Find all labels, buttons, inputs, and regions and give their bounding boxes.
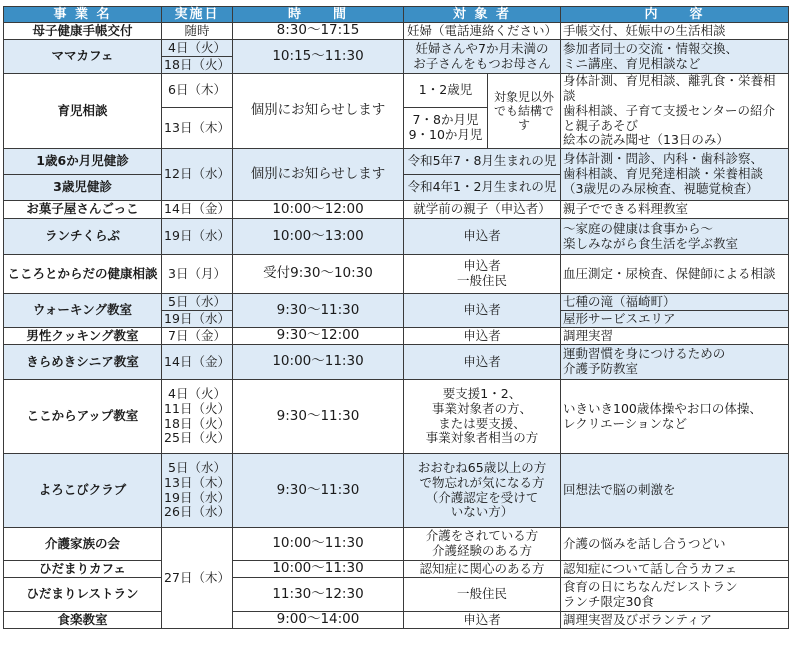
content-line: 〜家庭の健康は食事から〜 — [563, 220, 714, 236]
table-row — [4, 23, 789, 40]
row-target — [404, 454, 561, 528]
table-row — [4, 294, 789, 311]
row-time: 10:00〜11:30 — [233, 345, 404, 380]
header-target: 対 象 者 — [404, 7, 561, 23]
row-date: 14日（金） — [162, 201, 233, 219]
row-date — [162, 454, 233, 528]
row-content: 屋形サービスエリア — [561, 311, 789, 328]
age-line: 9・10か月児 — [408, 127, 483, 143]
row-target — [404, 255, 561, 294]
table-row — [4, 40, 789, 57]
target-line: 要支援1・2、 — [442, 386, 522, 402]
row-time: 個別にお知らせします — [233, 74, 404, 149]
table-row — [4, 345, 789, 380]
row-time: 9:30〜12:00 — [233, 328, 404, 345]
row-content — [561, 578, 789, 612]
table-row — [4, 74, 789, 108]
row-date: 19日（水） — [162, 311, 233, 328]
row-content — [561, 40, 789, 74]
row-name: お菓子屋さんごっこ — [4, 201, 162, 219]
row-name: ここからアップ教室 — [4, 380, 162, 454]
row-target: 認知症に関心のある方 — [404, 561, 561, 578]
row-name: 食楽教室 — [4, 612, 162, 629]
target-line: おおむね65歳以上の方 — [417, 460, 547, 476]
content-line: 身体計測・問診、内科・歯科診察、 — [563, 151, 764, 167]
row-target: 令和5年7・8月生まれの児 — [404, 149, 561, 175]
content-line: ランチ限定30食 — [563, 593, 654, 609]
row-time: 受付9:30〜10:30 — [233, 255, 404, 294]
row-content: 七種の滝（福崎町） — [561, 294, 789, 311]
content-line: 運動習慣を身につけるための — [563, 346, 726, 362]
content-line: いきいき100歳体操やお口の体操、 — [563, 400, 762, 416]
row-content — [561, 74, 789, 149]
table-row — [4, 201, 789, 219]
row-content — [561, 219, 789, 255]
header-content: 内 容 — [561, 7, 789, 23]
row-time: 10:00〜13:00 — [233, 219, 404, 255]
row-time: 10:15〜11:30 — [233, 40, 404, 74]
row-time: 10:00〜11:30 — [233, 561, 404, 578]
row-date: 7日（金） — [162, 328, 233, 345]
note-line: 対象児以外 — [493, 89, 554, 104]
target-line: 介護をされている方 — [425, 528, 539, 544]
row-date: 3日（月） — [162, 255, 233, 294]
row-content: 認知症について話し合うカフェ — [561, 561, 789, 578]
content-line: 参加者同士の交流・情報交換、 — [563, 41, 739, 57]
content-line: レクリエーションなど — [563, 415, 688, 431]
row-target: 妊婦（電話連絡ください） — [404, 23, 561, 40]
header-time: 時 間 — [233, 7, 404, 23]
row-content: 回想法で脳の刺激を — [561, 454, 789, 528]
row-date: 5日（水） — [162, 294, 233, 311]
table-row — [4, 328, 789, 345]
target-line: 一般住民 — [456, 273, 507, 289]
row-target: 申込者 — [404, 345, 561, 380]
row-content — [561, 380, 789, 454]
row-date: 12日（水） — [162, 149, 233, 201]
table-row — [4, 454, 789, 528]
content-line: 介護予防教室 — [563, 361, 639, 377]
target-line: 事業対象者の方、 — [431, 400, 532, 416]
row-time: 8:30〜17:15 — [233, 23, 404, 40]
row-content: 調理実習及びボランティア — [561, 612, 789, 629]
content-line: 絵本の読み聞せ（13日のみ） — [563, 132, 729, 148]
row-name: ママカフェ — [4, 40, 162, 74]
row-time: 9:30〜11:30 — [233, 380, 404, 454]
row-content: 親子でできる料理教室 — [561, 201, 789, 219]
header-date: 実施日 — [162, 7, 233, 23]
content-line: （3歳児のみ尿検査、視聴覚検査） — [563, 180, 759, 196]
date-line: 25日（火） — [164, 430, 230, 446]
row-name: きらめきシニア教室 — [4, 345, 162, 380]
table-row — [4, 219, 789, 255]
content-line: 身体計測、育児相談、離乳食・栄養相談 — [563, 73, 776, 104]
row-target: 令和4年1・2月生まれの児 — [404, 175, 561, 201]
date-line: 18日（火） — [164, 415, 230, 431]
row-target: 申込者 — [404, 328, 561, 345]
date-line: 4日（火） — [168, 386, 226, 402]
row-target: 申込者 — [404, 612, 561, 629]
row-name: 育児相談 — [4, 74, 162, 149]
row-target — [404, 380, 561, 454]
row-date: 27日（木） — [162, 528, 233, 629]
row-date: 19日（水） — [162, 219, 233, 255]
row-target: 申込者 — [404, 219, 561, 255]
header-row — [4, 7, 789, 23]
table-row — [4, 528, 789, 561]
content-line: ミニ講座、育児相談など — [563, 55, 701, 71]
age-line: 7・8か月児 — [412, 112, 479, 128]
row-date — [162, 380, 233, 454]
target-line: 介護経験のある方 — [431, 543, 532, 559]
target-line: お子さんをもつお母さん — [413, 55, 551, 71]
row-name: ウォーキング教室 — [4, 294, 162, 328]
date-line: 13日（木） — [164, 474, 230, 490]
note-line: でも結構です — [493, 104, 554, 133]
row-content — [561, 345, 789, 380]
target-line: で物忘れが気になる方 — [419, 474, 545, 490]
row-time: 9:00〜14:00 — [233, 612, 404, 629]
row-content: 手帳交付、妊娠中の生活相談 — [561, 23, 789, 40]
row-target: 就学前の親子（申込者） — [404, 201, 561, 219]
row-name: 介護家族の会 — [4, 528, 162, 561]
row-name: ひだまりカフェ — [4, 561, 162, 578]
target-line: （介護認定を受けて — [425, 489, 539, 505]
date-line: 5日（水） — [168, 460, 226, 476]
row-time: 個別にお知らせします — [233, 149, 404, 201]
table-row — [4, 380, 789, 454]
row-name: ランチくらぶ — [4, 219, 162, 255]
row-content: 血圧測定・尿検査、保健師による相談 — [561, 255, 789, 294]
content-line: と親子あそび — [563, 117, 639, 133]
row-target: 一般住民 — [404, 578, 561, 612]
date-line: 26日（水） — [164, 504, 230, 520]
row-content: 介護の悩みを話し合うつどい — [561, 528, 789, 561]
row-date: 18日（火） — [162, 57, 233, 74]
row-content: 調理実習 — [561, 328, 789, 345]
table-row — [4, 578, 789, 612]
row-date: 6日（木） — [162, 74, 233, 108]
row-content — [561, 149, 789, 201]
row-note — [488, 74, 561, 149]
row-name: 3歳児健診 — [4, 175, 162, 201]
row-time: 9:30〜11:30 — [233, 294, 404, 328]
row-name: よろこびクラブ — [4, 454, 162, 528]
row-age — [404, 108, 488, 149]
row-time: 10:00〜12:00 — [233, 201, 404, 219]
row-target — [404, 528, 561, 561]
target-line: いない方） — [450, 504, 514, 520]
row-time: 10:00〜11:30 — [233, 528, 404, 561]
table-row — [4, 612, 789, 629]
row-age: 1・2歳児 — [404, 74, 488, 108]
table-row — [4, 561, 789, 578]
header-name: 事 業 名 — [4, 7, 162, 23]
row-time: 9:30〜11:30 — [233, 454, 404, 528]
row-name: 母子健康手帳交付 — [4, 23, 162, 40]
content-line: 食育の日にちなんだレストラン — [563, 578, 738, 594]
date-line: 11日（火） — [164, 400, 230, 416]
table-row — [4, 255, 789, 294]
row-date: 14日（金） — [162, 345, 233, 380]
target-line: 申込者 — [463, 258, 501, 274]
target-line: 妊婦さんや7か月未満の — [415, 41, 549, 57]
row-date: 随時 — [162, 23, 233, 40]
row-name: 男性クッキング教室 — [4, 328, 162, 345]
row-name: こころとからだの健康相談 — [4, 255, 162, 294]
row-target: 申込者 — [404, 294, 561, 328]
date-line: 19日（水） — [164, 489, 230, 505]
content-line: 歯科相談、育児発達相談・栄養相談 — [563, 166, 764, 182]
target-line: 事業対象者相当の方 — [425, 430, 539, 446]
row-target — [404, 40, 561, 74]
row-name: ひだまりレストラン — [4, 578, 162, 612]
table-row — [4, 149, 789, 175]
content-line: 楽しみながら食生活を学ぶ教室 — [563, 235, 739, 251]
target-line: または要支援、 — [438, 415, 526, 431]
row-time: 11:30〜12:30 — [233, 578, 404, 612]
content-line: 歯科相談、子育て支援センターの紹介 — [563, 102, 776, 118]
row-name: 1歳6か月児健診 — [4, 149, 162, 175]
schedule-table — [3, 6, 789, 629]
row-date: 4日（火） — [162, 40, 233, 57]
row-date: 13日（木） — [162, 108, 233, 149]
